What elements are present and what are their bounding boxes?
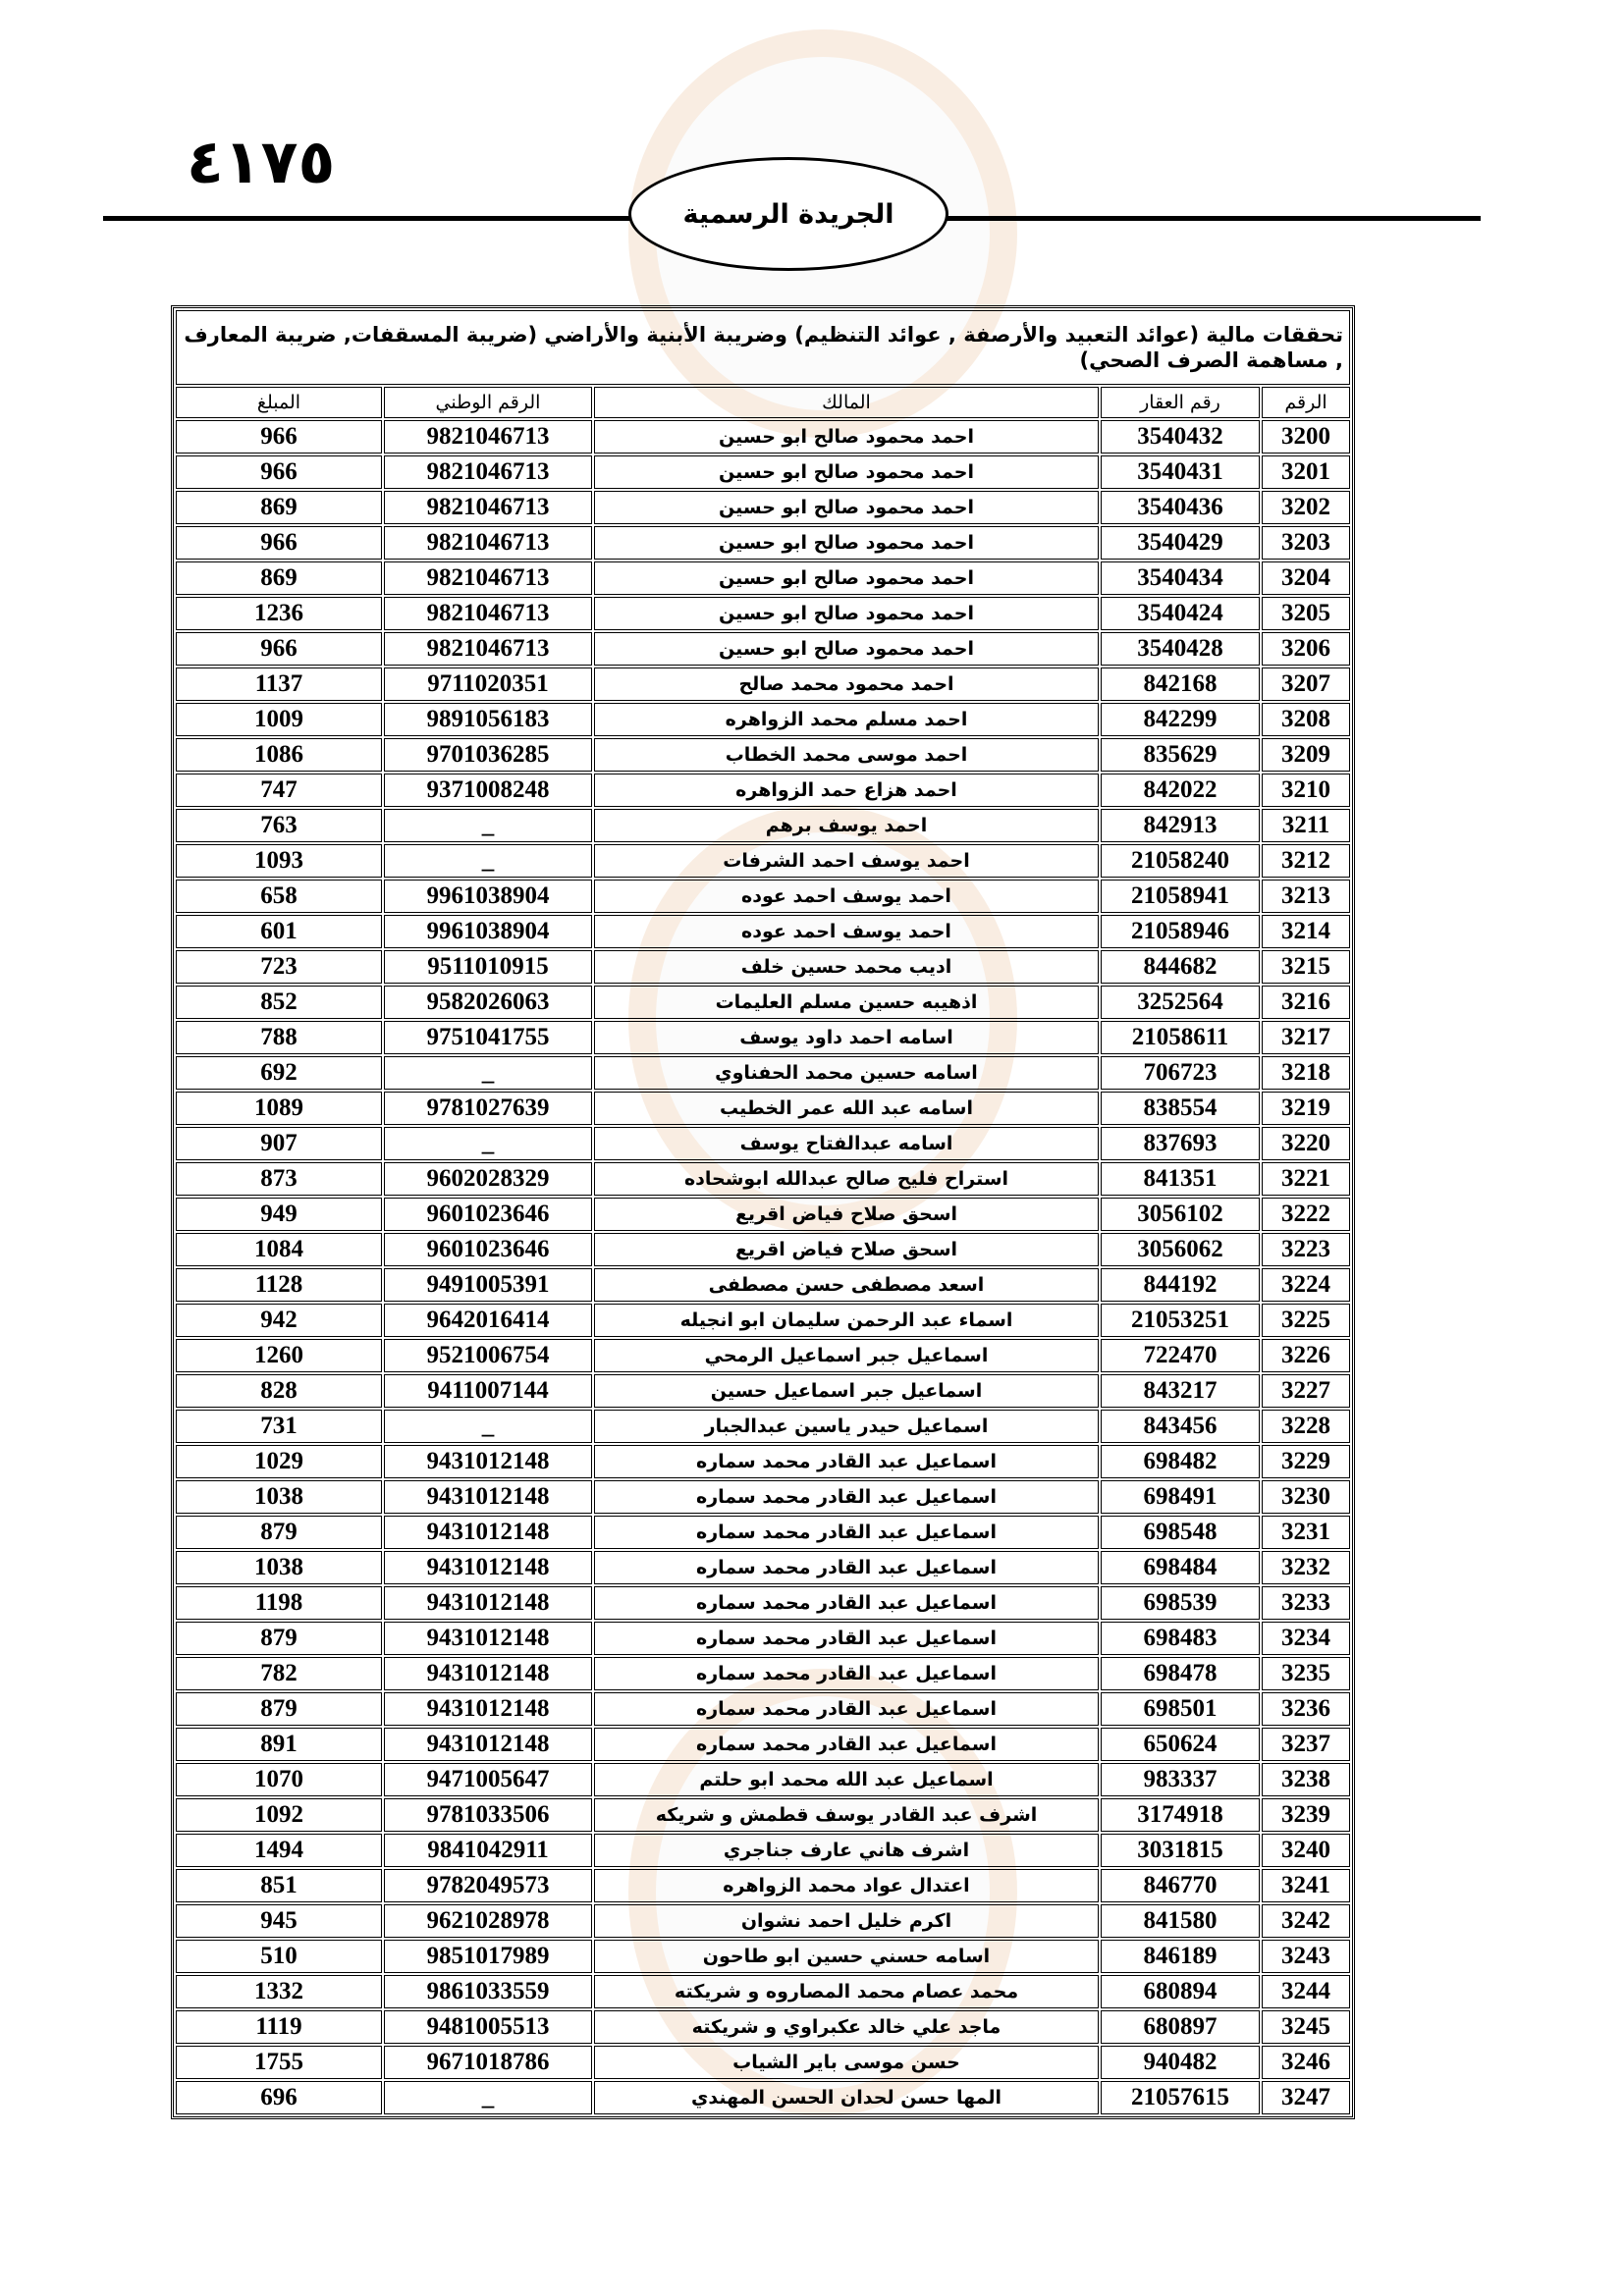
national-id: 9431012148 bbox=[384, 1728, 592, 1761]
publication-title: الجريدة الرسمية bbox=[682, 198, 894, 230]
table-row bbox=[176, 880, 1350, 913]
amount: 879 bbox=[176, 1622, 382, 1655]
property-number: 843456 bbox=[1101, 1410, 1260, 1443]
amount: 1260 bbox=[176, 1339, 382, 1372]
row-number: 3216 bbox=[1262, 986, 1350, 1019]
owner-name: اسماعيل جبر اسماعيل الرمحي bbox=[594, 1339, 1099, 1372]
property-number: 3031815 bbox=[1101, 1834, 1260, 1867]
property-number: 21058946 bbox=[1101, 915, 1260, 948]
property-number: 3174918 bbox=[1101, 1798, 1260, 1832]
property-number: 706723 bbox=[1101, 1056, 1260, 1090]
amount: 1070 bbox=[176, 1763, 382, 1796]
col-header-property-number: رقم العقار bbox=[1101, 387, 1260, 418]
table-row bbox=[176, 667, 1350, 701]
table-row bbox=[176, 561, 1350, 595]
amount: 869 bbox=[176, 561, 382, 595]
amount: 879 bbox=[176, 1516, 382, 1549]
row-number: 3202 bbox=[1262, 491, 1350, 524]
table-row bbox=[176, 1551, 1350, 1584]
table-row bbox=[176, 597, 1350, 630]
national-id: 9642016414 bbox=[384, 1304, 592, 1337]
property-number: 3252564 bbox=[1101, 986, 1260, 1019]
amount: 966 bbox=[176, 632, 382, 666]
amount: 1494 bbox=[176, 1834, 382, 1867]
owner-name: اسماعيل عبد القادر محمد سماره bbox=[594, 1445, 1099, 1478]
amount: 1092 bbox=[176, 1798, 382, 1832]
national-id: 9821046713 bbox=[384, 420, 592, 454]
property-number: 3540428 bbox=[1101, 632, 1260, 666]
property-number: 838554 bbox=[1101, 1092, 1260, 1125]
property-number: 842022 bbox=[1101, 774, 1260, 807]
owner-name: اشرف عبد القادر يوسف قطمش و شريكه bbox=[594, 1798, 1099, 1832]
property-number: 3540432 bbox=[1101, 420, 1260, 454]
property-number: 21057615 bbox=[1101, 2081, 1260, 2114]
row-number: 3228 bbox=[1262, 1410, 1350, 1443]
national-id: 9431012148 bbox=[384, 1445, 592, 1478]
national-id: 9431012148 bbox=[384, 1551, 592, 1584]
table-row bbox=[176, 1198, 1350, 1231]
property-number: 3540424 bbox=[1101, 597, 1260, 630]
row-number: 3246 bbox=[1262, 2046, 1350, 2079]
row-number: 3204 bbox=[1262, 561, 1350, 595]
amount: 966 bbox=[176, 526, 382, 560]
table-row bbox=[176, 1904, 1350, 1938]
property-number: 698482 bbox=[1101, 1445, 1260, 1478]
property-number: 698501 bbox=[1101, 1692, 1260, 1726]
row-number: 3213 bbox=[1262, 880, 1350, 913]
national-id: 9431012148 bbox=[384, 1586, 592, 1620]
row-number: 3225 bbox=[1262, 1304, 1350, 1337]
row-number: 3200 bbox=[1262, 420, 1350, 454]
col-header-owner: المالك bbox=[594, 387, 1099, 418]
amount: 891 bbox=[176, 1728, 382, 1761]
table-row bbox=[176, 1763, 1350, 1796]
property-number: 835629 bbox=[1101, 738, 1260, 772]
amount: 788 bbox=[176, 1021, 382, 1054]
owner-name: حسن موسى باير الشياب bbox=[594, 2046, 1099, 2079]
amount: 907 bbox=[176, 1127, 382, 1160]
row-number: 3223 bbox=[1262, 1233, 1350, 1266]
property-number: 844192 bbox=[1101, 1268, 1260, 1302]
table-row bbox=[176, 1127, 1350, 1160]
property-number: 841580 bbox=[1101, 1904, 1260, 1938]
row-number: 3237 bbox=[1262, 1728, 1350, 1761]
amount: 601 bbox=[176, 915, 382, 948]
amount: 747 bbox=[176, 774, 382, 807]
national-id: 9891056183 bbox=[384, 703, 592, 736]
table-row bbox=[176, 1516, 1350, 1549]
amount: 851 bbox=[176, 1869, 382, 1902]
amount: 723 bbox=[176, 950, 382, 984]
table-row bbox=[176, 1021, 1350, 1054]
amount: 966 bbox=[176, 420, 382, 454]
national-id: 9851017989 bbox=[384, 1940, 592, 1973]
amount: 1084 bbox=[176, 1233, 382, 1266]
table-row bbox=[176, 1586, 1350, 1620]
owner-name: احمد محمود صالح ابو حسين bbox=[594, 561, 1099, 595]
national-id: _ bbox=[384, 1056, 592, 1090]
amount: 1086 bbox=[176, 738, 382, 772]
property-number: 3056102 bbox=[1101, 1198, 1260, 1231]
amount: 1093 bbox=[176, 844, 382, 878]
owner-name: اشرف هاني عارف جناجري bbox=[594, 1834, 1099, 1867]
owner-name: احمد موسى محمد الخطاب bbox=[594, 738, 1099, 772]
property-number: 846770 bbox=[1101, 1869, 1260, 1902]
row-number: 3233 bbox=[1262, 1586, 1350, 1620]
table-row bbox=[176, 526, 1350, 560]
row-number: 3243 bbox=[1262, 1940, 1350, 1973]
national-id: 9602028329 bbox=[384, 1162, 592, 1196]
national-id: 9781027639 bbox=[384, 1092, 592, 1125]
national-id: _ bbox=[384, 809, 592, 842]
national-id: 9471005647 bbox=[384, 1763, 592, 1796]
table-row bbox=[176, 1975, 1350, 2008]
table-row bbox=[176, 420, 1350, 454]
table-row bbox=[176, 1940, 1350, 1973]
table-body bbox=[176, 420, 1350, 2114]
owner-name: اذهيبه حسين مسلم العليمات bbox=[594, 986, 1099, 1019]
amount: 966 bbox=[176, 455, 382, 489]
owner-name: احمد هزاع حمد الزواهره bbox=[594, 774, 1099, 807]
owner-name: اديب محمد حسين خلف bbox=[594, 950, 1099, 984]
owner-name: المها حسن لحدان الحسن المهندي bbox=[594, 2081, 1099, 2114]
national-id: 9961038904 bbox=[384, 915, 592, 948]
table-row bbox=[176, 1056, 1350, 1090]
national-id: 9782049573 bbox=[384, 1869, 592, 1902]
property-number: 21058611 bbox=[1101, 1021, 1260, 1054]
row-number: 3209 bbox=[1262, 738, 1350, 772]
owner-name: اسحق صلاح فياض اقريع bbox=[594, 1198, 1099, 1231]
table-row bbox=[176, 1268, 1350, 1302]
table-row bbox=[176, 950, 1350, 984]
row-number: 3203 bbox=[1262, 526, 1350, 560]
property-number: 842299 bbox=[1101, 703, 1260, 736]
owner-name: اسماعيل عبد القادر محمد سماره bbox=[594, 1728, 1099, 1761]
row-number: 3247 bbox=[1262, 2081, 1350, 2114]
table-row bbox=[176, 2046, 1350, 2079]
owner-name: احمد يوسف احمد الشرفات bbox=[594, 844, 1099, 878]
national-id: 9711020351 bbox=[384, 667, 592, 701]
table-row bbox=[176, 915, 1350, 948]
table-row bbox=[176, 1445, 1350, 1478]
national-id: 9431012148 bbox=[384, 1692, 592, 1726]
amount: 852 bbox=[176, 986, 382, 1019]
row-number: 3217 bbox=[1262, 1021, 1350, 1054]
property-number: 698478 bbox=[1101, 1657, 1260, 1690]
property-number: 846189 bbox=[1101, 1940, 1260, 1973]
property-number: 650624 bbox=[1101, 1728, 1260, 1761]
table-row bbox=[176, 1869, 1350, 1902]
table-row bbox=[176, 703, 1350, 736]
national-id: 9371008248 bbox=[384, 774, 592, 807]
owner-name: احمد محمود صالح ابو حسين bbox=[594, 632, 1099, 666]
amount: 658 bbox=[176, 880, 382, 913]
table-title: تحققات مالية (عوائد التعبيد والأرصفة , عوائد التنظيم) وضريبة الأبنية والأراضي (ضريبة المسقفات, ضريبة المعارف , مساهمة الصرف الصحي) bbox=[176, 310, 1350, 385]
national-id: 9621028978 bbox=[384, 1904, 592, 1938]
owner-name: اسامه عبد الله عمر الخطيب bbox=[594, 1092, 1099, 1125]
table-row bbox=[176, 1162, 1350, 1196]
property-number: 21058240 bbox=[1101, 844, 1260, 878]
national-id: 9751041755 bbox=[384, 1021, 592, 1054]
amount: 1038 bbox=[176, 1551, 382, 1584]
national-id: 9821046713 bbox=[384, 597, 592, 630]
table-row bbox=[176, 844, 1350, 878]
property-number: 21053251 bbox=[1101, 1304, 1260, 1337]
owner-name: استراح فليح صالح عبدالله ابوشحاده bbox=[594, 1162, 1099, 1196]
amount: 949 bbox=[176, 1198, 382, 1231]
row-number: 3219 bbox=[1262, 1092, 1350, 1125]
amount: 510 bbox=[176, 1940, 382, 1973]
amount: 763 bbox=[176, 809, 382, 842]
table-row bbox=[176, 774, 1350, 807]
owner-name: اسماعيل عبد القادر محمد سماره bbox=[594, 1622, 1099, 1655]
row-number: 3234 bbox=[1262, 1622, 1350, 1655]
national-id: 9701036285 bbox=[384, 738, 592, 772]
owner-name: احمد محمود صالح ابو حسين bbox=[594, 597, 1099, 630]
amount: 782 bbox=[176, 1657, 382, 1690]
property-number: 983337 bbox=[1101, 1763, 1260, 1796]
owner-name: اسماعيل حيدر ياسين عبدالجبار bbox=[594, 1410, 1099, 1443]
table-row bbox=[176, 986, 1350, 1019]
owner-name: احمد مسلم محمد الزواهره bbox=[594, 703, 1099, 736]
owner-name: احمد محمود صالح ابو حسين bbox=[594, 526, 1099, 560]
property-number: 842913 bbox=[1101, 809, 1260, 842]
national-id: 9601023646 bbox=[384, 1233, 592, 1266]
table-row bbox=[176, 1374, 1350, 1408]
row-number: 3230 bbox=[1262, 1480, 1350, 1514]
amount: 873 bbox=[176, 1162, 382, 1196]
amount: 1137 bbox=[176, 667, 382, 701]
national-id: _ bbox=[384, 844, 592, 878]
row-number: 3239 bbox=[1262, 1798, 1350, 1832]
row-number: 3208 bbox=[1262, 703, 1350, 736]
property-number: 698483 bbox=[1101, 1622, 1260, 1655]
amount: 692 bbox=[176, 1056, 382, 1090]
amount: 1009 bbox=[176, 703, 382, 736]
owner-name: اسماعيل عبد القادر محمد سماره bbox=[594, 1657, 1099, 1690]
national-id: 9431012148 bbox=[384, 1657, 592, 1690]
property-number: 842168 bbox=[1101, 667, 1260, 701]
national-id: 9821046713 bbox=[384, 491, 592, 524]
row-number: 3231 bbox=[1262, 1516, 1350, 1549]
owner-name: اسماعيل عبد القادر محمد سماره bbox=[594, 1551, 1099, 1584]
national-id: 9821046713 bbox=[384, 455, 592, 489]
row-number: 3221 bbox=[1262, 1162, 1350, 1196]
owner-name: اسماعيل عبد القادر محمد سماره bbox=[594, 1516, 1099, 1549]
row-number: 3232 bbox=[1262, 1551, 1350, 1584]
table-row bbox=[176, 2010, 1350, 2044]
amount: 1332 bbox=[176, 1975, 382, 2008]
national-id: 9481005513 bbox=[384, 2010, 592, 2044]
amount: 1029 bbox=[176, 1445, 382, 1478]
row-number: 3211 bbox=[1262, 809, 1350, 842]
amount: 828 bbox=[176, 1374, 382, 1408]
row-number: 3214 bbox=[1262, 915, 1350, 948]
table-row bbox=[176, 1728, 1350, 1761]
amount: 1119 bbox=[176, 2010, 382, 2044]
col-header-amount: المبلغ bbox=[176, 387, 382, 418]
owner-name: احمد محمود صالح ابو حسين bbox=[594, 491, 1099, 524]
property-number: 698484 bbox=[1101, 1551, 1260, 1584]
owner-name: اسماعيل عبد القادر محمد سماره bbox=[594, 1586, 1099, 1620]
owner-name: احمد محمود صالح ابو حسين bbox=[594, 420, 1099, 454]
row-number: 3235 bbox=[1262, 1657, 1350, 1690]
table-row bbox=[176, 455, 1350, 489]
row-number: 3212 bbox=[1262, 844, 1350, 878]
row-number: 3245 bbox=[1262, 2010, 1350, 2044]
row-number: 3229 bbox=[1262, 1445, 1350, 1478]
national-id: _ bbox=[384, 1127, 592, 1160]
amount: 1128 bbox=[176, 1268, 382, 1302]
owner-name: احمد يوسف احمد عوده bbox=[594, 915, 1099, 948]
table-row bbox=[176, 1339, 1350, 1372]
row-number: 3240 bbox=[1262, 1834, 1350, 1867]
amount: 942 bbox=[176, 1304, 382, 1337]
row-number: 3205 bbox=[1262, 597, 1350, 630]
national-id: _ bbox=[384, 2081, 592, 2114]
owner-name: احمد يوسف برهم bbox=[594, 809, 1099, 842]
amount: 1038 bbox=[176, 1480, 382, 1514]
national-id: 9861033559 bbox=[384, 1975, 592, 2008]
amount: 945 bbox=[176, 1904, 382, 1938]
owner-name: اعتدال عواد محمد الزواهره bbox=[594, 1869, 1099, 1902]
national-id: 9961038904 bbox=[384, 880, 592, 913]
table-row bbox=[176, 1657, 1350, 1690]
row-number: 3215 bbox=[1262, 950, 1350, 984]
amount: 879 bbox=[176, 1692, 382, 1726]
amount: 869 bbox=[176, 491, 382, 524]
table-row bbox=[176, 1798, 1350, 1832]
amount: 696 bbox=[176, 2081, 382, 2114]
table-row bbox=[176, 632, 1350, 666]
table-row bbox=[176, 1622, 1350, 1655]
property-number: 841351 bbox=[1101, 1162, 1260, 1196]
financial-dues-table bbox=[171, 305, 1355, 2119]
national-id: _ bbox=[384, 1410, 592, 1443]
national-id: 9582026063 bbox=[384, 986, 592, 1019]
national-id: 9431012148 bbox=[384, 1516, 592, 1549]
amount: 1089 bbox=[176, 1092, 382, 1125]
row-number: 3207 bbox=[1262, 667, 1350, 701]
national-id: 9521006754 bbox=[384, 1339, 592, 1372]
owner-name: اكرم خليل احمد نشوان bbox=[594, 1904, 1099, 1938]
property-number: 843217 bbox=[1101, 1374, 1260, 1408]
property-number: 837693 bbox=[1101, 1127, 1260, 1160]
owner-name: احمد يوسف احمد عوده bbox=[594, 880, 1099, 913]
table-row bbox=[176, 491, 1350, 524]
property-number: 3540431 bbox=[1101, 455, 1260, 489]
national-id: 9511010915 bbox=[384, 950, 592, 984]
page-number: ٤١٧٥ bbox=[187, 126, 336, 197]
table-row bbox=[176, 2081, 1350, 2114]
amount: 1755 bbox=[176, 2046, 382, 2079]
row-number: 3224 bbox=[1262, 1268, 1350, 1302]
national-id: 9781033506 bbox=[384, 1798, 592, 1832]
amount: 1236 bbox=[176, 597, 382, 630]
row-number: 3242 bbox=[1262, 1904, 1350, 1938]
table-row bbox=[176, 1692, 1350, 1726]
owner-name: اسماء عبد الرحمن سليمان ابو انجيله bbox=[594, 1304, 1099, 1337]
table-row bbox=[176, 1304, 1350, 1337]
property-number: 698548 bbox=[1101, 1516, 1260, 1549]
owner-name: ماجد علي خالد عكبراوي و شريكته bbox=[594, 2010, 1099, 2044]
property-number: 680894 bbox=[1101, 1975, 1260, 2008]
owner-name: اسامه احمد داود يوسف bbox=[594, 1021, 1099, 1054]
national-id: 9431012148 bbox=[384, 1622, 592, 1655]
row-number: 3218 bbox=[1262, 1056, 1350, 1090]
owner-name: اسحق صلاح فياض اقريع bbox=[594, 1233, 1099, 1266]
row-number: 3244 bbox=[1262, 1975, 1350, 2008]
property-number: 3540436 bbox=[1101, 491, 1260, 524]
row-number: 3236 bbox=[1262, 1692, 1350, 1726]
owner-name: اسامه حسني حسين ابو طاحون bbox=[594, 1940, 1099, 1973]
table-row bbox=[176, 809, 1350, 842]
national-id: 9821046713 bbox=[384, 632, 592, 666]
col-header-national-id: الرقم الوطني bbox=[384, 387, 592, 418]
national-id: 9431012148 bbox=[384, 1480, 592, 1514]
table-row bbox=[176, 1410, 1350, 1443]
property-number: 722470 bbox=[1101, 1339, 1260, 1372]
table-row bbox=[176, 1834, 1350, 1867]
owner-name: اسماعيل عبد الله محمد ابو حلتم bbox=[594, 1763, 1099, 1796]
property-number: 21058941 bbox=[1101, 880, 1260, 913]
table-row bbox=[176, 738, 1350, 772]
row-number: 3241 bbox=[1262, 1869, 1350, 1902]
col-header-number: الرقم bbox=[1262, 387, 1350, 418]
property-number: 3056062 bbox=[1101, 1233, 1260, 1266]
table-row bbox=[176, 1480, 1350, 1514]
national-id: 9821046713 bbox=[384, 561, 592, 595]
owner-name: اسامه حسين محمد الحفناوي bbox=[594, 1056, 1099, 1090]
owner-name: اسماعيل جبر اسماعيل حسين bbox=[594, 1374, 1099, 1408]
property-number: 844682 bbox=[1101, 950, 1260, 984]
national-id: 9491005391 bbox=[384, 1268, 592, 1302]
national-id: 9601023646 bbox=[384, 1198, 592, 1231]
property-number: 698539 bbox=[1101, 1586, 1260, 1620]
amount: 731 bbox=[176, 1410, 382, 1443]
row-number: 3220 bbox=[1262, 1127, 1350, 1160]
owner-name: اسامه عبدالفتاح يوسف bbox=[594, 1127, 1099, 1160]
national-id: 9411007144 bbox=[384, 1374, 592, 1408]
owner-name: اسماعيل عبد القادر محمد سماره bbox=[594, 1480, 1099, 1514]
table-row bbox=[176, 1233, 1350, 1266]
owner-name: احمد محمود صالح ابو حسين bbox=[594, 455, 1099, 489]
owner-name: اسماعيل عبد القادر محمد سماره bbox=[594, 1692, 1099, 1726]
owner-name: محمد عصام محمد المصاروه و شريكته bbox=[594, 1975, 1099, 2008]
row-number: 3238 bbox=[1262, 1763, 1350, 1796]
national-id: 9821046713 bbox=[384, 526, 592, 560]
row-number: 3227 bbox=[1262, 1374, 1350, 1408]
owner-name: احمد محمود محمد صالح bbox=[594, 667, 1099, 701]
property-number: 940482 bbox=[1101, 2046, 1260, 2079]
national-id: 9671018786 bbox=[384, 2046, 592, 2079]
owner-name: اسعد مصطفى حسن مصطفى bbox=[594, 1268, 1099, 1302]
row-number: 3206 bbox=[1262, 632, 1350, 666]
row-number: 3210 bbox=[1262, 774, 1350, 807]
property-number: 680897 bbox=[1101, 2010, 1260, 2044]
table-row bbox=[176, 1092, 1350, 1125]
property-number: 3540434 bbox=[1101, 561, 1260, 595]
row-number: 3201 bbox=[1262, 455, 1350, 489]
national-id: 9841042911 bbox=[384, 1834, 592, 1867]
row-number: 3222 bbox=[1262, 1198, 1350, 1231]
publication-title-badge bbox=[628, 157, 948, 271]
row-number: 3226 bbox=[1262, 1339, 1350, 1372]
property-number: 698491 bbox=[1101, 1480, 1260, 1514]
property-number: 3540429 bbox=[1101, 526, 1260, 560]
amount: 1198 bbox=[176, 1586, 382, 1620]
